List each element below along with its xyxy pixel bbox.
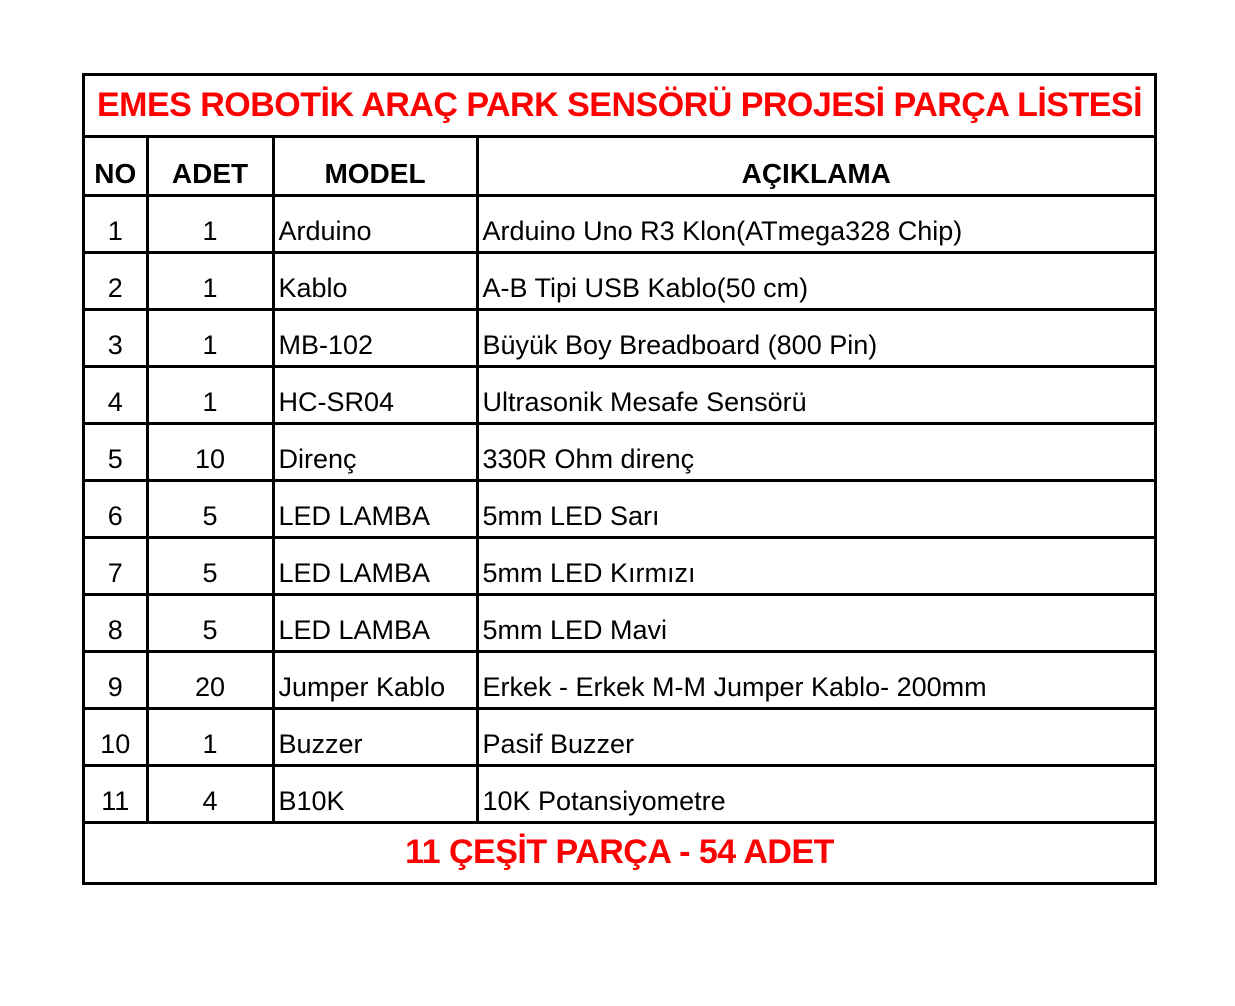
table-row — [85, 651, 1154, 708]
cell-model: LED LAMBA — [273, 537, 477, 594]
table-row — [85, 480, 1154, 537]
cell-adet: 1 — [147, 195, 273, 252]
cell-aciklama: 5mm LED Mavi — [477, 594, 1154, 651]
cell-model: Direnç — [273, 423, 477, 480]
cell-model: Arduino — [273, 195, 477, 252]
cell-no: 9 — [85, 651, 147, 708]
cell-model: HC-SR04 — [273, 366, 477, 423]
cell-aciklama: Büyük Boy Breadboard (800 Pin) — [477, 309, 1154, 366]
cell-no: 6 — [85, 480, 147, 537]
cell-no: 4 — [85, 366, 147, 423]
column-header-no: NO — [85, 138, 147, 195]
cell-aciklama: Erkek - Erkek M-M Jumper Kablo- 200mm — [477, 651, 1154, 708]
cell-no: 10 — [85, 708, 147, 765]
header-row — [85, 138, 1154, 195]
table-row — [85, 537, 1154, 594]
cell-adet: 10 — [147, 423, 273, 480]
cell-model: LED LAMBA — [273, 594, 477, 651]
cell-adet: 5 — [147, 594, 273, 651]
cell-no: 8 — [85, 594, 147, 651]
cell-aciklama: Pasif Buzzer — [477, 708, 1154, 765]
table-row — [85, 195, 1154, 252]
table-row — [85, 309, 1154, 366]
cell-adet: 5 — [147, 537, 273, 594]
parts-list-sheet — [82, 73, 1157, 885]
table-row — [85, 708, 1154, 765]
cell-adet: 5 — [147, 480, 273, 537]
table-row — [85, 594, 1154, 651]
summary-footer: 11 ÇEŞİT PARÇA - 54 ADET — [405, 833, 834, 871]
cell-no: 2 — [85, 252, 147, 309]
cell-aciklama: 5mm LED Kırmızı — [477, 537, 1154, 594]
cell-model: LED LAMBA — [273, 480, 477, 537]
cell-model: Kablo — [273, 252, 477, 309]
cell-aciklama: A-B Tipi USB Kablo(50 cm) — [477, 252, 1154, 309]
parts-table — [85, 138, 1154, 824]
cell-no: 3 — [85, 309, 147, 366]
cell-adet: 4 — [147, 765, 273, 822]
cell-no: 5 — [85, 423, 147, 480]
column-header-adet: ADET — [147, 138, 273, 195]
cell-model: Buzzer — [273, 708, 477, 765]
cell-model: B10K — [273, 765, 477, 822]
cell-adet: 1 — [147, 309, 273, 366]
sheet-title: EMES ROBOTİK ARAÇ PARK SENSÖRÜ PROJESİ PARÇA LİSTESİ — [85, 76, 1154, 138]
cell-model: MB-102 — [273, 309, 477, 366]
cell-aciklama: 10K Potansiyometre — [477, 765, 1154, 822]
cell-aciklama: 330R Ohm direnç — [477, 423, 1154, 480]
table-row — [85, 423, 1154, 480]
column-header-aciklama: AÇIKLAMA — [477, 138, 1154, 195]
cell-aciklama: 5mm LED Sarı — [477, 480, 1154, 537]
cell-adet: 20 — [147, 651, 273, 708]
cell-no: 11 — [85, 765, 147, 822]
cell-adet: 1 — [147, 366, 273, 423]
cell-no: 7 — [85, 537, 147, 594]
cell-no: 1 — [85, 195, 147, 252]
cell-aciklama: Arduino Uno R3 Klon(ATmega328 Chip) — [477, 195, 1154, 252]
cell-adet: 1 — [147, 252, 273, 309]
table-row — [85, 765, 1154, 822]
column-header-model: MODEL — [273, 138, 477, 195]
cell-model: Jumper Kablo — [273, 651, 477, 708]
table-row — [85, 252, 1154, 309]
cell-aciklama: Ultrasonik Mesafe Sensörü — [477, 366, 1154, 423]
cell-adet: 1 — [147, 708, 273, 765]
table-row — [85, 366, 1154, 423]
